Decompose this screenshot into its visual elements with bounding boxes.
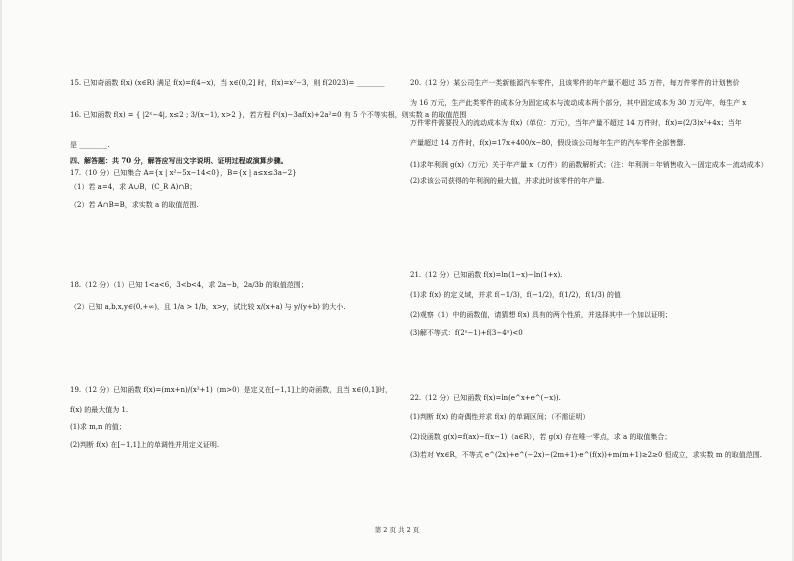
- question-21-part1: (1)求 f(x) 的定义域，并求 f(−1/3)，f(−1/2)，f(1/2)，f(1/3) 的值: [410, 291, 621, 299]
- question-22-part3: (3)若对 ∀x∈R，不等式 e^(2x)+e^(−2x)−(2m+1)·e^(f(x))+m(m+1)≥2≥0 恒成立，求实数 m 的取值范围.: [410, 451, 762, 459]
- question-22-part1: (1)判断 f(x) 的奇偶性并求 f(x) 的单调区间；（不需证明）: [410, 413, 590, 421]
- question-18-part2: （2）已知 a,b,x,y∈(0,+∞)，且 1/a > 1/b，x>y，试比较 x/(x+a) 与 y/(y+b) 的大小.: [70, 303, 346, 311]
- question-20-line4: 产量超过 14 万件时，f(x)=17x+400/x−80，假设该公司每年生产的汽车零件全部售罄.: [410, 139, 686, 147]
- question-18-part1: 18.（12 分）（1）已知 1<a<6，3<b<4，求 2a−b，2a/3b 的取值范围；: [70, 281, 308, 289]
- question-19-part2: (2)判断 f(x) 在[−1,1]上的单调性并用定义证明.: [70, 441, 220, 449]
- question-19-part1: (1)求 m,n 的值；: [70, 423, 126, 431]
- question-22-title: 22.（12 分）已知函数 f(x)=ln(e^x+e^(−x)).: [410, 394, 561, 402]
- question-17-title: 17.（10 分）已知集合 A={x | x²−5x−14<0}，B={x | a≤x≤3a−2}: [70, 169, 297, 177]
- scan-edge-left: [0, 0, 2, 561]
- question-20-line3: 万件零件需要投入的流动成本为 f(x)（单位：万元），当年产量不超过 14 万件时，f(x)=(2/3)x²+4x；当年: [410, 119, 742, 127]
- question-20-part1: (1)求年利润 g(x)（万元）关于年产量 x（万件）的函数解析式；（注：年利润＝年销售收入－固定成本－流动成本）: [410, 161, 768, 169]
- question-16-line2: 是 ________.: [70, 141, 110, 149]
- question-21-title: 21.（12 分）已知函数 f(x)=ln(1−x)−ln(1+x).: [410, 271, 563, 279]
- question-15: 15. 已知奇函数 f(x) (x∈R) 满足 f(x)=f(4−x)，当 x∈(0,2] 时，f(x)=x²−3，则 f(2023)= ________: [70, 79, 385, 87]
- question-20-line2: 为 16 万元，生产此类零件的成本分为固定成本与流动成本两个部分，其中固定成本为 30 万元/年，每生产 x: [410, 99, 747, 107]
- question-21-part2: (2)观察（1）中的函数值，请猜想 f(x) 具有的两个性质，并选择其中一个加以证明；: [410, 311, 672, 319]
- question-19-line1: 19.（12 分）已知函数 f(x)=(mx+n)/(x²+1)（m>0）是定义在[−1,1]上的奇函数，且当 x∈(0,1]时，: [70, 386, 393, 394]
- question-20-line1: 20.（12 分）某公司生产一类新能源汽车零件，且该零件的年产量不超过 35 万件，每万件零件的计划售价: [410, 79, 740, 87]
- section-heading: 四、解答题：共 70 分，解答应写出文字说明、证明过程或演算步骤。: [70, 156, 288, 165]
- question-20-part2: (2)求该公司获得的年利润的最大值，并求此时该零件的年产量.: [410, 177, 605, 185]
- question-22-part2: (2)设函数 g(x)=f(ax)−f(x−1)（a∈R），若 g(x) 存在唯一零点，求 a 的取值集合；: [410, 433, 672, 441]
- page-footer: 第 2 页 共 2 页: [374, 526, 420, 534]
- question-17-part2: （2）若 A∩B=B，求实数 a 的取值范围.: [70, 201, 199, 209]
- question-16-line1: 16. 已知函数 f(x) = { |2ˣ−4|, x≤2 ; 3/(x−1), x>2 }，若方程 f²(x)−3af(x)+2a²=0 有 5 个不等实根，则实数 a 的取值范围: [70, 111, 467, 119]
- right-column: [410, 0, 780, 561]
- question-19-line2: f(x) 的最大值为 1.: [70, 406, 129, 414]
- question-17-part1: （1）若 a=4，求 A∪B，(C_R A)∩B；: [70, 183, 197, 191]
- question-21-part3: (3)解不等式：f(2ˣ−1)+f(3−4ˣ)<0: [410, 329, 523, 337]
